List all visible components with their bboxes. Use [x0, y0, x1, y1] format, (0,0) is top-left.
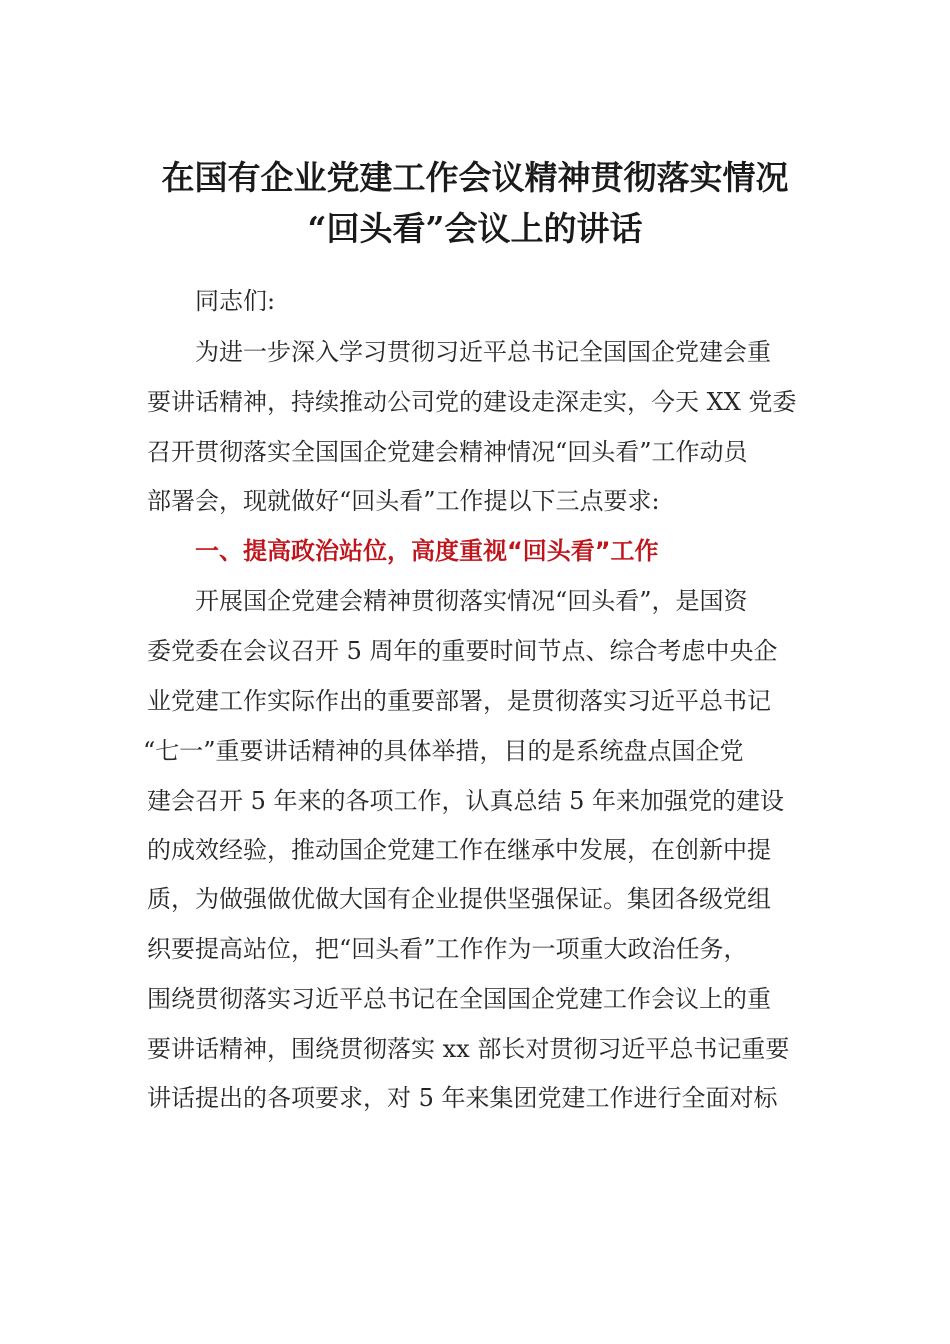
- document-title-line-2: “回头看”会议上的讲话: [307, 209, 643, 248]
- section-1-heading: 一、提高政治站位，高度重视“回头看”工作: [195, 537, 659, 565]
- section-1-line-1: 开展国企党建会精神贯彻落实情况“回头看”，是国资: [195, 587, 748, 615]
- section-1-line-6: 的成效经验，推动国企党建工作在继承中发展，在创新中提: [147, 836, 771, 864]
- intro-line-4: 部署会，现就做好“回头看”工作提以下三点要求:: [147, 487, 660, 515]
- section-1-line-9: 围绕贯彻落实习近平总书记在全国国企党建工作会议上的重: [147, 985, 771, 1013]
- section-1-line-2: 委党委在会议召开 5 周年的重要时间节点、综合考虑中央企: [147, 637, 778, 665]
- section-1-line-10: 要讲话精神，围绕贯彻落实 xx 部长对贯彻习近平总书记重要: [147, 1035, 790, 1063]
- section-1-line-5: 建会召开 5 年来的各项工作，认真总结 5 年来加强党的建设: [147, 787, 785, 815]
- intro-line-1: 为进一步深入学习贯彻习近平总书记全国国企党建会重: [195, 338, 771, 366]
- intro-line-2: 要讲话精神，持续推动公司党的建设走深走实，今天 XX 党委: [147, 388, 797, 416]
- section-1-line-4: “七一”重要讲话精神的具体举措，目的是系统盘点国企党: [143, 737, 744, 765]
- section-1-line-3: 业党建工作实际作出的重要部署，是贯彻落实习近平总书记: [147, 687, 771, 715]
- section-1-line-7: 质，为做强做优做大国有企业提供坚强保证。集团各级党组: [147, 885, 771, 913]
- document-title-line-1: 在国有企业党建工作会议精神贯彻落实情况: [161, 158, 789, 197]
- intro-line-3: 召开贯彻落实全国国企党建会精神情况“回头看”工作动员: [147, 438, 748, 466]
- section-1-line-8: 织要提高站位，把“回头看”工作作为一项重大政治任务，: [147, 935, 748, 963]
- section-1-line-11: 讲话提出的各项要求，对 5 年来集团党建工作进行全面对标: [147, 1084, 778, 1112]
- salutation: 同志们:: [195, 287, 276, 315]
